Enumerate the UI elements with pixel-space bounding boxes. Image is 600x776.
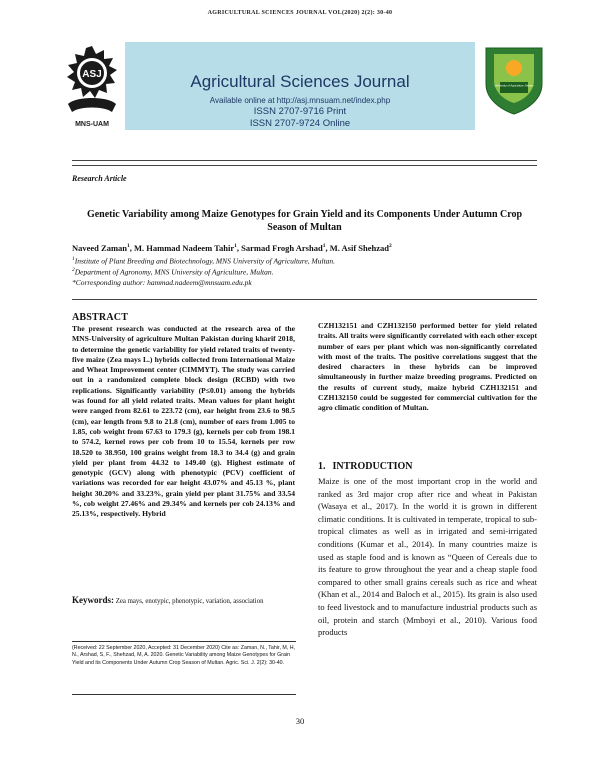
keywords-text: Zea mays, enotypic, phenotypic, variation, association (115, 598, 264, 605)
journal-title: Agricultural Sciences Journal (190, 72, 410, 91)
introduction-heading (318, 461, 537, 472)
author-name: M. Hammad Nadeem Tahir (134, 243, 235, 253)
affiliation-text: Institute of Plant Breeding and Biotechnology, MNS University of Agriculture, Multan. (74, 256, 336, 266)
header-rule-bottom (72, 165, 537, 166)
journal-info (125, 96, 475, 130)
author-sup: 1 (322, 243, 326, 250)
author-list (72, 243, 537, 253)
author-separator: , (325, 243, 330, 253)
affiliation-sup: 2 (72, 267, 75, 273)
author-separator: , (236, 243, 242, 253)
abstract-rule (72, 299, 537, 300)
author-sup: 2 (388, 243, 392, 250)
university-logo-emblem (482, 44, 546, 116)
university-logo (482, 44, 546, 116)
running-head: AGRICULTURAL SCIENCES JOURNAL VOL(2020) 2(2): 30-40 (207, 10, 393, 16)
asj-logo-emblem (62, 44, 122, 134)
journal-availability: Available online at http://asj.mnsuam.net/index.php (209, 96, 391, 105)
header-rule-top (72, 160, 537, 161)
introduction-text: Maize is one of the most important crop in the world and ranked as 3rd major crop after rice and wheat in Pakistan (Wasaya et al., 2017). In the world it is grown in different climatic conditions. It is cultivated in temperate, tropical to sub-tropical climates as well as in irrigated and semi-irrigated conditions (Kumar et al., 2014). In many countries maize is used as staple food and is known as “Queen of Cereals due to its feature to grow throughout the year and a cheap staple food compared to other small grains cereals such as rice and wheat (Khan et al., 2014 and Baloch et al., 2015). Its grain is also used to feed livestock and to manufacture industrial products such as oil, protein and starch (Mmboyi et al., 2010). Various food products (318, 476, 537, 638)
svg-text:University of Agriculture, Mul (494, 84, 534, 88)
affiliation-text: Department of Agronomy, MNS University of Agriculture, Multan. (74, 267, 274, 277)
section-title: INTRODUCTION (332, 461, 413, 472)
issn-print: ISSN 2707-9716 Print (253, 106, 347, 117)
issn-online: ISSN 2707-9724 Online (249, 118, 351, 129)
author-name: Naveed Zaman (72, 243, 128, 253)
abstract-text: The present research was conducted at the research area of the MNS-University of agriculture Multan Pakistan during kharif 2018, to determine the genetic variability for yield related traits of twenty-five maize (Zea mays L.) hybrids collected from International Maize and Wheat Improvement center (CIMMYT). The study was carried out in a randomized complete block design (RCBD) with two replications. Significantly variability (P≤0.01) among the hybrids was found for all yield related traits. Mean values for plant height were ranged from 82.61 to 223.72 (cm), ear height from 23.6 to 98.5 (cm), ear length from 9.8 to 21.8 (cm), number of ears from 1.005 to 1.85, cob weight from 67.63 to 179.3 (g), kernels per cob from 198.1 to 574.2, kernel rows per cob from 10 to 15.54, kernels per row 18.520 to 38.950, 100 grains weight from 18.3 to 34.4 (g) and grain yield per plant from 44.32 to 149.40 (g). Highest estimate of genotypic (GCV) along with phenotypic (PCV) coefficient of variations was recorded for ear height 43.07% and 45.13 %, plant height 30.20% and 33.23%, grain yield per plant 31.75% and 33.54 %, cob weight 27.46% and 29.34% and kernels per cob 24.13% and 25.13%, respectively. Hybrid (72, 324, 295, 519)
page-number: 30 (295, 716, 305, 726)
corresponding-author: *Corresponding author: hammad.nadeem@mnsuam.edu.pk (72, 278, 252, 287)
asj-logo (62, 44, 122, 134)
abstract-continuation: CZH132151 and CZH132150 performed better for yield related traits. All traits were significantly correlated with each other except number of ears per plant which was non-significantly correlated with most of the traits. The positive correlations suggest that the desired characters in these hybrids can be improved simultaneously in further maize breeding programs. Predicted on the results of current study, maize hybrid CZH132151 and CZH132150 could be suggested for commercial cultivation for the agro climatic condition of Multan. (318, 321, 537, 413)
section-number: 1. (318, 461, 326, 472)
author-name: M. Asif Shehzad (329, 243, 389, 253)
affiliation-1 (72, 256, 537, 266)
author-sup: 1 (127, 243, 130, 250)
abstract-heading: ABSTRACT (72, 312, 129, 323)
citation-box: (Received: 22 September 2020, Accepted: 31 December 2020) Cite as: Zaman, N., Tahir, M, H, N., Arshad, S, F., Shehzad, M, A. 2020. Genetic Variability among Maize Genotypes for Grain Yield and its Components Under Autumn Crop Season of Multan. Agric. Sci. J. 2(2): 30-40. (72, 641, 296, 695)
university-logo-label: University of Agriculture, Multan (494, 83, 534, 88)
affiliation-sup: 1 (72, 256, 75, 262)
author-separator: , (129, 243, 135, 253)
author-sup: 1 (234, 243, 237, 250)
affiliation-2 (72, 267, 537, 277)
asj-logo-label: ASJ (82, 69, 102, 80)
article-type: Research Article (72, 174, 127, 183)
keywords (72, 596, 295, 606)
asj-logo-caption: MNS-UAM (75, 121, 109, 128)
paper-title: Genetic Variability among Maize Genotypes for Grain Yield and its Components Under Autumn Crop Season of Multan (86, 209, 523, 233)
author-name: Sarmad Frogh Arshad (241, 243, 323, 253)
keywords-label: Keywords: (72, 595, 114, 605)
